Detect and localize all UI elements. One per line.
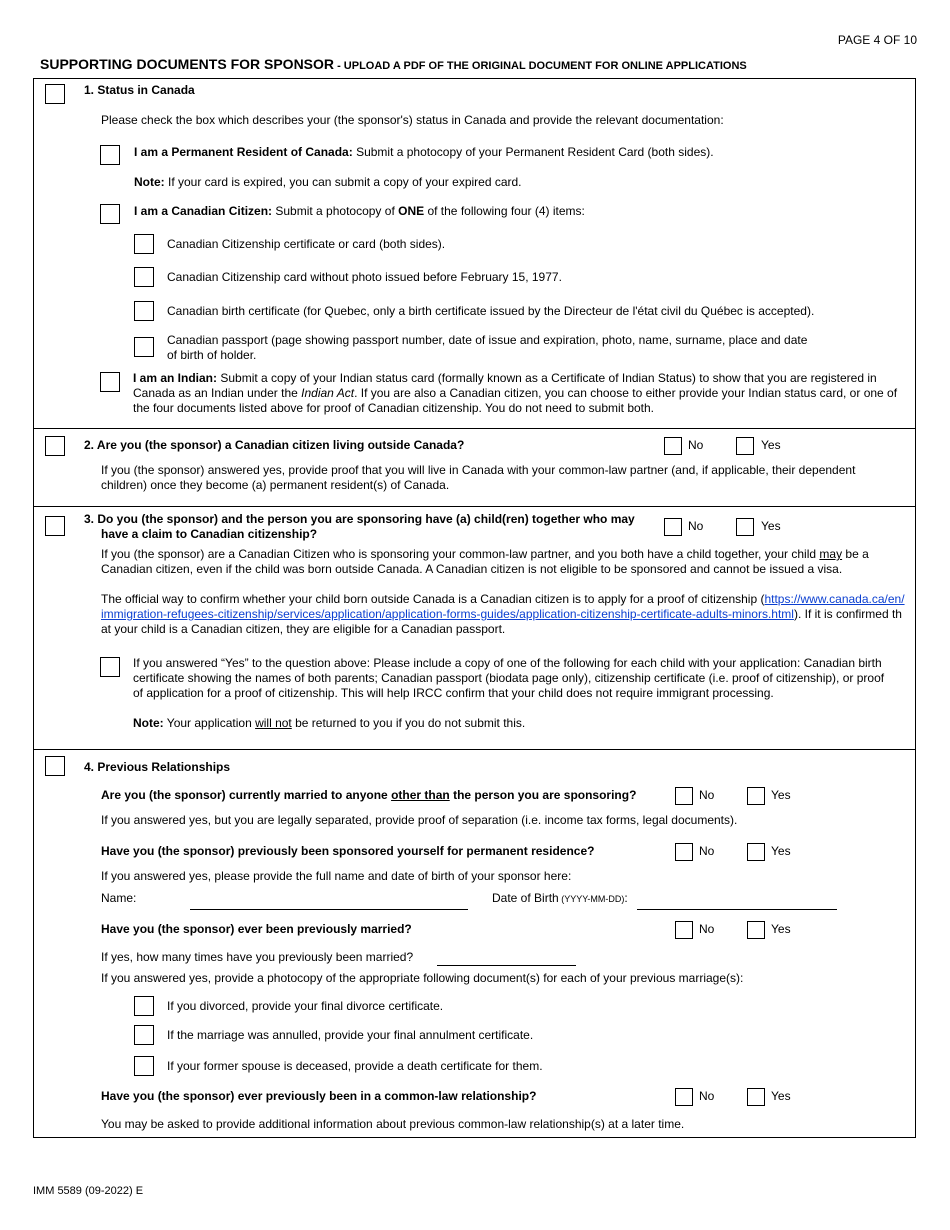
q4-no-checkbox[interactable]	[675, 1088, 693, 1106]
pr-note: Note: If your card is expired, you can submit a copy of your expired card.	[134, 175, 522, 189]
section-3-yes-checkbox[interactable]	[736, 518, 754, 536]
q2-yes-label: Yes	[771, 844, 791, 858]
section-2-no-checkbox[interactable]	[664, 437, 682, 455]
citizenship-card-checkbox[interactable]	[134, 267, 154, 287]
citizenship-certificate-link[interactable]: https://www.canada.ca/en/immigration-refugees-citizenship/services/application/application-forms-guides/application-citizenship-certificate-adults-minors.html	[101, 592, 905, 621]
times-married-question: If yes, how many times have you previously been married?	[101, 950, 414, 964]
birth-cert-checkbox[interactable]	[134, 301, 154, 321]
sponsor-name-label: Name:	[101, 891, 137, 905]
q3-no-label: No	[699, 922, 715, 936]
section-2-yes-label: Yes	[761, 438, 781, 452]
q2-no-label: No	[699, 844, 715, 858]
q2-yes-checkbox[interactable]	[747, 843, 765, 861]
section-3-para-2: The official way to confirm whether your child born outside Canada is a Canadian citizen is to apply for a proof of citizenship (https://www.canada.ca/en/immigration-refugees-citizenship/services/application/application-forms-guides/application-citizenship-certificate-adults-minors.html). If it is confirmed that your child is a Canadian citizen, they are eligible for a Canadian passport.	[101, 592, 905, 636]
q4-no-label: No	[699, 1089, 715, 1103]
death-cert-checkbox[interactable]	[134, 1056, 154, 1076]
birth-cert-text: Canadian birth certificate (for Quebec, only a birth certificate issued by the Directeur de l'état civil du Québec is accepted).	[167, 304, 815, 318]
section-1-intro: Please check the box which describes your (the sponsor's) status in Canada and provide the relevant documentation:	[101, 113, 724, 127]
section-1-heading: 1. Status in Canada	[84, 83, 195, 97]
section-1-checkbox[interactable]	[45, 84, 65, 104]
citizenship-cert-text: Canadian Citizenship certificate or card (both sides).	[167, 237, 446, 251]
section-4-checkbox[interactable]	[45, 756, 65, 776]
divorce-cert-checkbox[interactable]	[134, 996, 154, 1016]
page-number: PAGE 4 OF 10	[837, 33, 917, 47]
q3-previously-married: Have you (the sponsor) ever been previously married?	[101, 922, 412, 936]
q3-yes-checkbox[interactable]	[747, 921, 765, 939]
sponsor-name-field[interactable]	[190, 909, 468, 910]
canadian-citizen-checkbox[interactable]	[100, 204, 120, 224]
times-married-field[interactable]	[437, 965, 576, 966]
section-divider	[33, 749, 916, 750]
indian-status-checkbox[interactable]	[100, 372, 120, 392]
section-3-no-checkbox[interactable]	[664, 518, 682, 536]
section-3-heading: 3. Do you (the sponsor) and the person you are sponsoring have (a) child(ren) together who may have a claim to Canadian citizenship?	[84, 512, 635, 541]
q4-note: You may be asked to provide additional information about previous common-law relationship(s) at a later time.	[101, 1117, 685, 1131]
q4-yes-checkbox[interactable]	[747, 1088, 765, 1106]
sponsor-dob-field[interactable]	[637, 909, 837, 910]
section-3-yes-label: Yes	[761, 519, 781, 533]
section-3-checkbox[interactable]	[45, 516, 65, 536]
q1-note: If you answered yes, but you are legally separated, provide proof of separation (i.e. income tax forms, legal documents).	[101, 813, 738, 827]
q4-common-law: Have you (the sponsor) ever previously been in a common-law relationship?	[101, 1089, 537, 1103]
q4-yes-label: Yes	[771, 1089, 791, 1103]
form-code: IMM 5589 (09-2022) E	[33, 1185, 144, 1197]
permanent-resident-checkbox[interactable]	[100, 145, 120, 165]
citizenship-card-text: Canadian Citizenship card without photo issued before February 15, 1977.	[167, 270, 562, 284]
q1-no-checkbox[interactable]	[675, 787, 693, 805]
q3-no-checkbox[interactable]	[675, 921, 693, 939]
title-main: SUPPORTING DOCUMENTS FOR SPONSOR	[40, 56, 335, 72]
sponsor-dob-label: Date of Birth (YYYY-MM-DD):	[492, 891, 628, 905]
section-3-no-label: No	[688, 519, 704, 533]
child-proof-checkbox[interactable]	[100, 657, 120, 677]
q2-note: If you answered yes, please provide the full name and date of birth of your sponsor here:	[101, 869, 572, 883]
canadian-citizen-text: I am a Canadian Citizen: Submit a photocopy of ONE of the following four (4) items:	[134, 204, 585, 218]
section-3-para-1: If you (the sponsor) are a Canadian Citizen who is sponsoring your common-law partner, and you both have a child together, your child may be a Canadian citizen, even if the child was born outside Canada. A Canadian citizen is not eligible to be sponsored and cannot be issued a visa.	[101, 547, 869, 576]
title-sub: - UPLOAD A PDF OF THE ORIGINAL DOCUMENT FOR ONLINE APPLICATIONS	[334, 60, 747, 72]
annulment-cert-text: If the marriage was annulled, provide your final annulment certificate.	[167, 1028, 534, 1042]
page-title	[40, 56, 747, 72]
annulment-cert-checkbox[interactable]	[134, 1025, 154, 1045]
passport-text: Canadian passport (page showing passport number, date of issue and expiration, photo, name, surname, place and date of birth of holder.	[167, 333, 808, 362]
q1-yes-checkbox[interactable]	[747, 787, 765, 805]
passport-checkbox[interactable]	[134, 337, 154, 357]
section-2-yes-checkbox[interactable]	[736, 437, 754, 455]
section-4-heading: 4. Previous Relationships	[84, 760, 231, 774]
section-2-no-label: No	[688, 438, 704, 452]
q2-no-checkbox[interactable]	[675, 843, 693, 861]
child-proof-text: If you answered “Yes” to the question above: Please include a copy of one of the following for each child with your application: Canadian birth certificate showing the names of both parents; Canadian passport (biodata page only), citizenship certificate (i.e. proof of citizenship), or proof of application for a proof of citizenship. This will help IRCC confirm that your child does not require immigrant processing.	[133, 656, 885, 700]
section-3-note: Note: Your application will not be returned to you if you do not submit this.	[133, 716, 526, 730]
section-divider	[33, 506, 916, 507]
section-2-heading: 2. Are you (the sponsor) a Canadian citizen living outside Canada?	[84, 438, 465, 452]
death-cert-text: If your former spouse is deceased, provide a death certificate for them.	[167, 1059, 543, 1073]
q1-currently-married: Are you (the sponsor) currently married to anyone other than the person you are sponsoring?	[101, 788, 637, 802]
permanent-resident-text: I am a Permanent Resident of Canada: Submit a photocopy of your Permanent Resident Card (both sides).	[134, 145, 714, 159]
indian-status-text: I am an Indian: Submit a copy of your Indian status card (formally known as a Certificate of Indian Status) to show that you are registered in Canada as an Indian under the Indian Act. If you are also a Canadian citizen, you can choose to either provide your Indian status card, or one of the four documents listed above for proof of Canadian citizenship. You do not need to submit both.	[133, 371, 898, 415]
q1-yes-label: Yes	[771, 788, 791, 802]
section-2-checkbox[interactable]	[45, 436, 65, 456]
times-married-note: If you answered yes, provide a photocopy of the appropriate following document(s) for each of your previous marriage(s):	[101, 971, 744, 985]
divorce-cert-text: If you divorced, provide your final divorce certificate.	[167, 999, 444, 1013]
section-2-text: If you (the sponsor) answered yes, provide proof that you will live in Canada with your common-law partner (and, if applicable, their dependent children) once they become (a) permanent resident(s) of Canada.	[101, 463, 856, 492]
section-divider	[33, 428, 916, 429]
q2-previously-sponsored: Have you (the sponsor) previously been sponsored yourself for permanent residence?	[101, 844, 595, 858]
citizenship-cert-checkbox[interactable]	[134, 234, 154, 254]
q3-yes-label: Yes	[771, 922, 791, 936]
q1-no-label: No	[699, 788, 715, 802]
